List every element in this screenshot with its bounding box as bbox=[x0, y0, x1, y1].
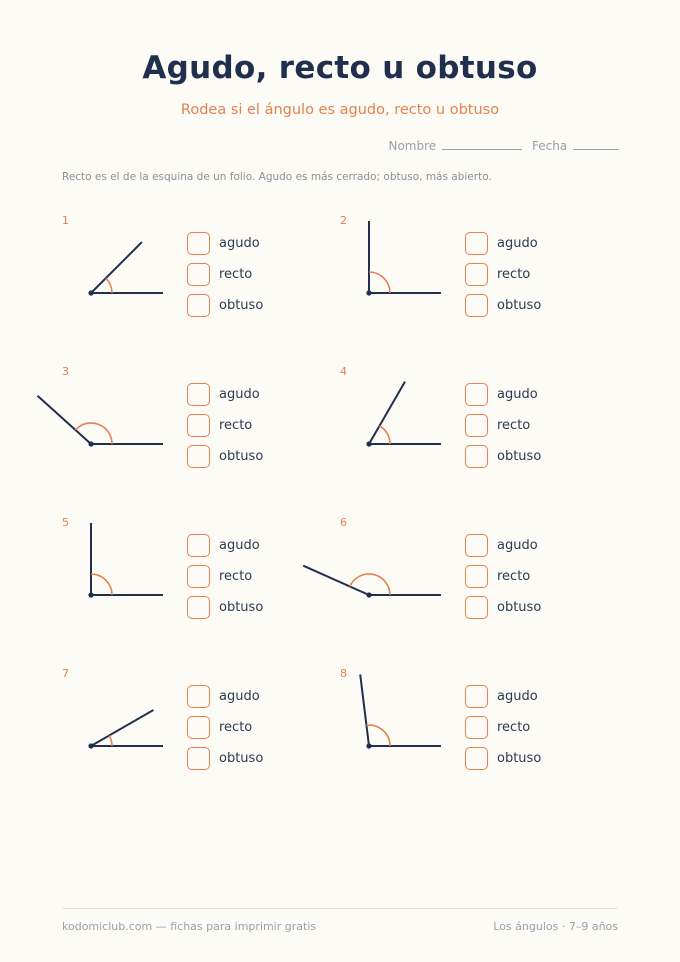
checkbox[interactable] bbox=[187, 596, 210, 619]
option-label: obtuso bbox=[497, 751, 542, 766]
checkbox[interactable] bbox=[465, 232, 488, 255]
option-recto[interactable] bbox=[465, 410, 541, 441]
exercise-number: 1 bbox=[62, 214, 69, 227]
option-label: obtuso bbox=[497, 600, 542, 615]
checkbox[interactable] bbox=[465, 716, 488, 739]
angle-arc bbox=[106, 278, 112, 293]
angle-diagram bbox=[340, 667, 470, 777]
angle-diagram bbox=[340, 214, 470, 324]
option-recto[interactable] bbox=[187, 712, 263, 743]
option-label: agudo bbox=[219, 538, 260, 553]
exercise-number: 8 bbox=[340, 667, 347, 680]
checkbox[interactable] bbox=[187, 747, 210, 770]
date-label: Fecha bbox=[531, 139, 568, 153]
option-obtuso[interactable] bbox=[187, 743, 263, 774]
option-obtuso[interactable] bbox=[187, 290, 263, 321]
checkbox[interactable] bbox=[465, 685, 488, 708]
exercise-number: 7 bbox=[62, 667, 69, 680]
checkbox[interactable] bbox=[465, 747, 488, 770]
exercise-number: 6 bbox=[340, 516, 347, 529]
option-label: agudo bbox=[219, 387, 260, 402]
date-field[interactable] bbox=[532, 138, 619, 153]
angle-vertex bbox=[88, 592, 93, 597]
angle-vertex bbox=[366, 743, 371, 748]
angle-diagram bbox=[62, 214, 192, 324]
angle-arm-ray bbox=[91, 710, 153, 746]
option-obtuso[interactable] bbox=[187, 441, 263, 472]
footer-site-text: kodomiclub.com — fichas para imprimir gratis bbox=[62, 920, 317, 933]
exercise-4 bbox=[340, 365, 640, 505]
option-recto[interactable] bbox=[187, 410, 263, 441]
option-recto[interactable] bbox=[465, 259, 541, 290]
option-obtuso[interactable] bbox=[465, 290, 541, 321]
checkbox[interactable] bbox=[465, 383, 488, 406]
exercise-number: 4 bbox=[340, 365, 347, 378]
angle-arc bbox=[366, 725, 390, 746]
angle-arm-ray bbox=[38, 396, 92, 444]
option-obtuso[interactable] bbox=[465, 592, 541, 623]
option-label: recto bbox=[219, 267, 253, 282]
checkbox[interactable] bbox=[465, 596, 488, 619]
angle-vertex bbox=[366, 441, 371, 446]
option-label: obtuso bbox=[219, 449, 264, 464]
option-agudo[interactable] bbox=[465, 379, 541, 410]
name-blank[interactable] bbox=[442, 138, 522, 150]
answer-options bbox=[465, 530, 541, 623]
answer-options bbox=[465, 379, 541, 472]
exercise-7 bbox=[62, 667, 362, 807]
checkbox[interactable] bbox=[187, 263, 210, 286]
answer-options bbox=[465, 681, 541, 774]
option-agudo[interactable] bbox=[187, 530, 263, 561]
checkbox[interactable] bbox=[465, 294, 488, 317]
checkbox[interactable] bbox=[187, 383, 210, 406]
exercise-number: 2 bbox=[340, 214, 347, 227]
angle-vertex bbox=[366, 290, 371, 295]
date-blank[interactable] bbox=[573, 138, 619, 150]
option-agudo[interactable] bbox=[465, 228, 541, 259]
angle-arc bbox=[91, 574, 112, 595]
option-agudo[interactable] bbox=[187, 228, 263, 259]
option-label: recto bbox=[497, 418, 531, 433]
option-label: obtuso bbox=[219, 751, 264, 766]
angle-vertex bbox=[88, 441, 93, 446]
option-obtuso[interactable] bbox=[465, 441, 541, 472]
exercise-number: 5 bbox=[62, 516, 69, 529]
option-label: obtuso bbox=[497, 449, 542, 464]
option-recto[interactable] bbox=[465, 561, 541, 592]
option-label: agudo bbox=[219, 689, 260, 704]
option-recto[interactable] bbox=[187, 259, 263, 290]
checkbox[interactable] bbox=[187, 445, 210, 468]
checkbox[interactable] bbox=[187, 534, 210, 557]
instructions-text: Recto es el de la esquina de un folio. Agudo es más cerrado; obtuso, más abierto. bbox=[62, 171, 492, 183]
checkbox[interactable] bbox=[187, 716, 210, 739]
checkbox[interactable] bbox=[465, 534, 488, 557]
answer-options bbox=[187, 379, 263, 472]
option-label: recto bbox=[219, 720, 253, 735]
option-label: obtuso bbox=[219, 600, 264, 615]
option-recto[interactable] bbox=[465, 712, 541, 743]
option-label: obtuso bbox=[497, 298, 542, 313]
option-label: recto bbox=[219, 418, 253, 433]
option-label: agudo bbox=[497, 236, 538, 251]
name-date-line bbox=[388, 138, 619, 153]
footer-topic-text: Los ángulos · 7–9 años bbox=[493, 920, 618, 933]
answer-options bbox=[465, 228, 541, 321]
checkbox[interactable] bbox=[187, 565, 210, 588]
page-title: Agudo, recto u obtuso bbox=[142, 50, 538, 86]
option-label: agudo bbox=[497, 689, 538, 704]
page-subtitle: Rodea si el ángulo es agudo, recto u obtuso bbox=[180, 102, 500, 118]
angle-diagram bbox=[62, 365, 192, 475]
angle-diagram bbox=[340, 365, 470, 475]
checkbox[interactable] bbox=[187, 294, 210, 317]
exercise-2 bbox=[340, 214, 640, 354]
angle-vertex bbox=[366, 592, 371, 597]
angle-arc bbox=[369, 272, 390, 293]
checkbox[interactable] bbox=[187, 232, 210, 255]
exercise-1 bbox=[62, 214, 362, 354]
angle-diagram bbox=[62, 516, 192, 626]
option-agudo[interactable] bbox=[187, 379, 263, 410]
angle-arc bbox=[350, 574, 390, 595]
option-agudo[interactable] bbox=[187, 681, 263, 712]
checkbox[interactable] bbox=[465, 263, 488, 286]
option-recto[interactable] bbox=[187, 561, 263, 592]
angle-arc bbox=[75, 423, 112, 444]
option-label: recto bbox=[497, 267, 531, 282]
exercise-3 bbox=[62, 365, 362, 505]
option-label: agudo bbox=[497, 538, 538, 553]
option-label: agudo bbox=[219, 236, 260, 251]
angle-diagram bbox=[62, 667, 192, 777]
angle-vertex bbox=[88, 743, 93, 748]
checkbox[interactable] bbox=[465, 445, 488, 468]
option-obtuso[interactable] bbox=[465, 743, 541, 774]
exercise-number: 3 bbox=[62, 365, 69, 378]
option-obtuso[interactable] bbox=[187, 592, 263, 623]
checkbox[interactable] bbox=[465, 565, 488, 588]
answer-options bbox=[187, 530, 263, 623]
option-label: agudo bbox=[497, 387, 538, 402]
angle-vertex bbox=[88, 290, 93, 295]
angle-arm-ray bbox=[360, 675, 369, 747]
checkbox[interactable] bbox=[187, 685, 210, 708]
exercise-5 bbox=[62, 516, 362, 656]
angle-arm-ray bbox=[91, 242, 142, 293]
answer-options bbox=[187, 228, 263, 321]
option-label: recto bbox=[497, 569, 531, 584]
checkbox[interactable] bbox=[465, 414, 488, 437]
angle-arc bbox=[109, 736, 112, 747]
option-label: recto bbox=[219, 569, 253, 584]
option-agudo[interactable] bbox=[465, 530, 541, 561]
footer-divider bbox=[62, 908, 618, 909]
exercise-6 bbox=[340, 516, 640, 656]
answer-options bbox=[187, 681, 263, 774]
name-label: Nombre bbox=[388, 139, 437, 153]
angle-diagram bbox=[340, 516, 470, 626]
option-label: recto bbox=[497, 720, 531, 735]
checkbox[interactable] bbox=[187, 414, 210, 437]
exercise-8 bbox=[340, 667, 640, 807]
name-field[interactable] bbox=[388, 138, 522, 153]
option-agudo[interactable] bbox=[465, 681, 541, 712]
angle-arm-ray bbox=[369, 382, 405, 444]
option-label: obtuso bbox=[219, 298, 264, 313]
angle-arc bbox=[380, 426, 391, 444]
